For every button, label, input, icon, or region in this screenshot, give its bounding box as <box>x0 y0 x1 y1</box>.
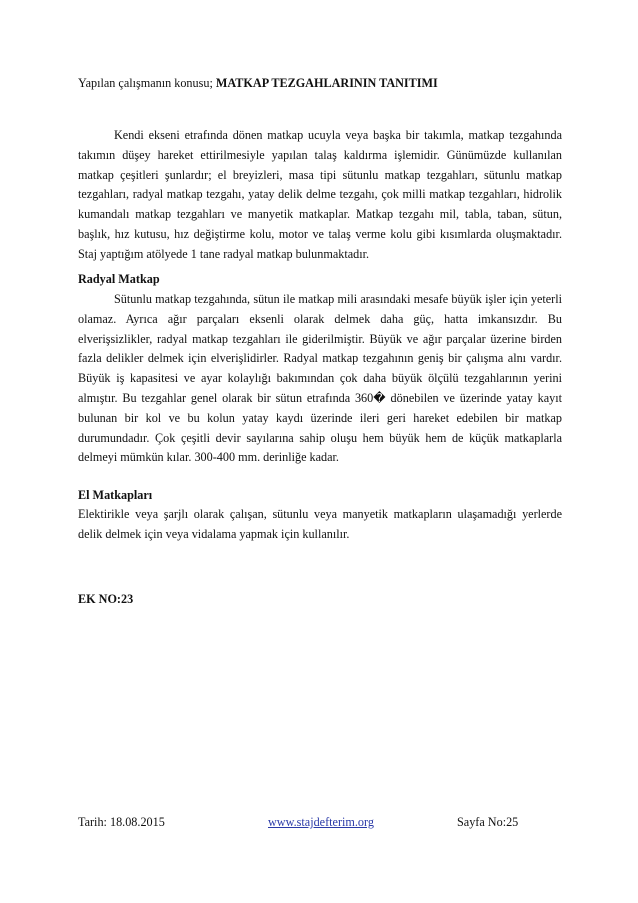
intro-paragraph-text: Kendi ekseni etrafında dönen matkap ucuyla veya başka bir takımla, matkap tezgahında takımın düşey hareket ettirilmesiyle yapılan talaş kaldırma işlemidir. Günümüzde kullanılan matkap çeşitleri şunlardır; el breyizleri, masa tipi sütunlu matkap tezgahları, sütunlu matkap tezgahları, radyal matkap tezgahı, yatay delik delme tezgahı, çok milli matkap tezgahları, hidrolik kumandalı matkap tezgahları ve manyetik matkaplar. Matkap tezgahı mil, tabla, taban, sütun, başlık, hız kutusu, hız değiştirme kolu, motor ve talaş verme kolu gibi kısımlarda oluşmaktadır. Staj yaptığım atölyede 1 tane radyal matkap bulunmaktadır. <box>78 128 562 261</box>
topic-prefix: Yapılan çalışmanın konusu; <box>78 76 216 90</box>
footer-page-number: Sayfa No:25 <box>457 815 519 829</box>
topic-title: MATKAP TEZGAHLARININ TANITIMI <box>215 76 438 90</box>
footer-site-link[interactable]: www.stajdefterim.org <box>268 815 374 829</box>
radyal-heading: Radyal Matkap <box>78 272 160 286</box>
el-heading: El Matkapları <box>78 488 153 502</box>
ek-number: EK NO:23 <box>78 592 134 606</box>
radyal-paragraph-text: Sütunlu matkap tezgahında, sütun ile matkap mili arasındaki mesafe büyük işler için yeterli olamaz. Ayrıca ağır parçaları eksenli olarak delmek daha güç, hatta imkansızdır. Bu elverişsizlikler, radyal matkap tezgahları ile giderilmiştir. Büyük ve ağır parçalar üzerine birden fazla delikler delmek için elverişlidirler. Radyal matkap tezgahının geniş bir çalışma alnı vardır. Büyük iş kapasitesi ve ayar kolaylığı bakımından çok daha büyük ölçülü tezgahlarının yerini almıştır. Bu tezgahlar genel olarak bir sütun etrafında 360� dönebilen ve üzerinde yatay kayıt bulunan bir kol ve bu kolun yatay kaydı üzerinde ileri geri hareket edebilen bir matkap durumundadır. Çok çeşitli devir sayılarına sahip oluşu hem büyük hem de küçük matkaplarla delmeyi mümkün kılar. 300-400 mm. derinliğe kadar. <box>78 292 562 465</box>
topic-line <box>78 76 438 91</box>
radyal-paragraph <box>78 290 562 468</box>
footer-date: Tarih: 18.08.2015 <box>78 815 165 829</box>
el-paragraph-text: Elektirikle veya şarjlı olarak çalışan, sütunlu veya manyetik matkapların ulaşamadığı yerlerde delik delmek için veya vidalama yapmak için kullanılır. <box>78 507 562 541</box>
intro-paragraph <box>78 126 562 265</box>
el-paragraph <box>78 505 562 545</box>
